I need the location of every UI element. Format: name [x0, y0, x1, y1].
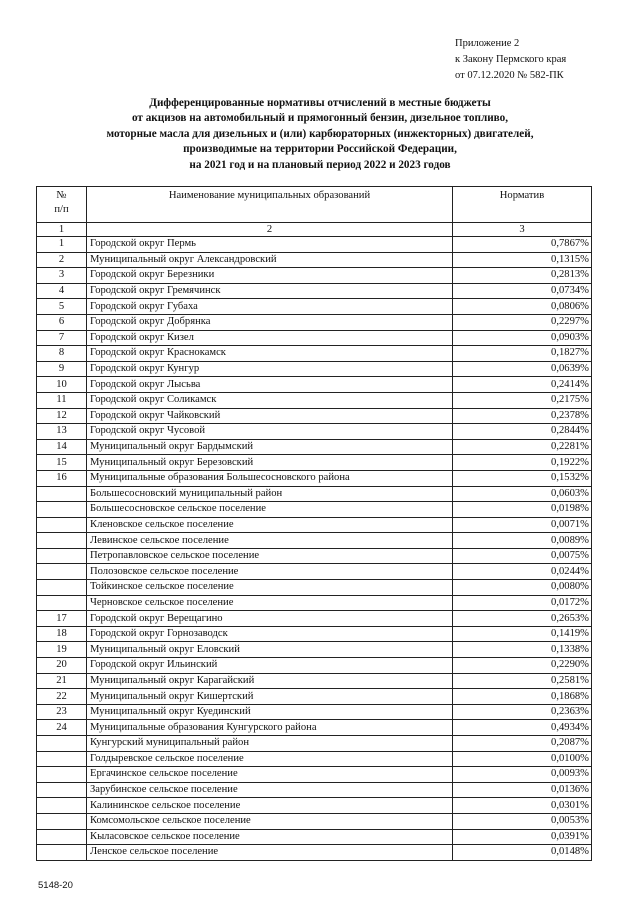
table-row [37, 813, 592, 829]
normative-value: 0,2844% [453, 424, 592, 440]
row-number [37, 548, 87, 564]
row-number: 10 [37, 377, 87, 393]
row-number [37, 736, 87, 752]
normative-value: 0,0603% [453, 486, 592, 502]
municipality-name: Городской округ Горнозаводск [87, 626, 453, 642]
municipality-name: Городской округ Кизел [87, 330, 453, 346]
row-number: 16 [37, 470, 87, 486]
table-row [37, 580, 592, 596]
document-title [40, 96, 600, 173]
table-row [37, 470, 592, 486]
normative-value: 0,0136% [453, 782, 592, 798]
title-line: Дифференцированные нормативы отчислений в местные бюджеты [149, 97, 491, 109]
municipality-name: Муниципальный округ Еловский [87, 642, 453, 658]
column-number: 1 [37, 223, 87, 237]
municipality-name: Муниципальный округ Бардымский [87, 439, 453, 455]
municipality-name: Муниципальный округ Березовский [87, 455, 453, 471]
table-row [37, 782, 592, 798]
normative-value: 0,2175% [453, 392, 592, 408]
table-row [37, 517, 592, 533]
normative-value: 0,0080% [453, 580, 592, 596]
row-number [37, 486, 87, 502]
table-row [37, 720, 592, 736]
normative-value: 0,0075% [453, 548, 592, 564]
table-row [37, 798, 592, 814]
row-number: 20 [37, 658, 87, 674]
row-number: 12 [37, 408, 87, 424]
column-number-row [37, 223, 592, 237]
municipality-name: Городской округ Верещагино [87, 611, 453, 627]
column-number: 2 [87, 223, 453, 237]
normative-value: 0,1868% [453, 689, 592, 705]
normative-value: 0,1922% [453, 455, 592, 471]
municipality-name: Большесосновское сельское поселение [87, 502, 453, 518]
row-number: 5 [37, 299, 87, 315]
row-number: 21 [37, 673, 87, 689]
row-number [37, 595, 87, 611]
table-row [37, 408, 592, 424]
normative-value: 0,0071% [453, 517, 592, 533]
municipality-name: Городской округ Губаха [87, 299, 453, 315]
municipality-name: Муниципальный округ Кишертский [87, 689, 453, 705]
table-row [37, 486, 592, 502]
title-line: моторные масла для дизельных и (или) карбюраторных (инжекторных) двигателей, [106, 127, 534, 140]
table-row [37, 673, 592, 689]
title-line: от акцизов на автомобильный и прямогонный бензин, дизельное топливо, [131, 112, 509, 125]
normative-value: 0,2297% [453, 314, 592, 330]
row-number: 9 [37, 361, 87, 377]
normative-value: 0,2414% [453, 377, 592, 393]
header-name: Наименование муниципальных образований [87, 187, 453, 223]
title-line: на 2021 год и на плановый период 2022 и 2023 годов [189, 158, 451, 171]
table-row [37, 704, 592, 720]
row-number: 2 [37, 252, 87, 268]
normative-value: 0,0806% [453, 299, 592, 315]
normative-value: 0,0301% [453, 798, 592, 814]
municipality-name: Зарубинское сельское поселение [87, 782, 453, 798]
row-number: 8 [37, 346, 87, 362]
table-row [37, 377, 592, 393]
table-row [37, 502, 592, 518]
row-number: 18 [37, 626, 87, 642]
municipality-name: Черновское сельское поселение [87, 595, 453, 611]
normative-value: 0,1532% [453, 470, 592, 486]
municipality-name: Тойкинское сельское поселение [87, 580, 453, 596]
table-row [37, 751, 592, 767]
municipality-name: Городской округ Березники [87, 268, 453, 284]
table-row [37, 642, 592, 658]
municipality-name: Городской округ Гремячинск [87, 283, 453, 299]
title-line: производимые на территории Российской Федерации, [183, 143, 457, 156]
table-row [37, 455, 592, 471]
municipality-name: Городской округ Чайковский [87, 408, 453, 424]
row-number: 3 [37, 268, 87, 284]
table-row [37, 392, 592, 408]
municipality-name: Кыласовское сельское поселение [87, 829, 453, 845]
table-row [37, 595, 592, 611]
normative-value: 0,0053% [453, 813, 592, 829]
municipality-name: Городской округ Пермь [87, 237, 453, 253]
municipality-name: Кленовское сельское поселение [87, 517, 453, 533]
municipality-name: Муниципальные образования Большесосновского района [87, 470, 453, 486]
normative-value: 0,1419% [453, 626, 592, 642]
row-number [37, 580, 87, 596]
normative-value: 0,0244% [453, 564, 592, 580]
table-row [37, 314, 592, 330]
normative-value: 0,2813% [453, 268, 592, 284]
normative-value: 0,4934% [453, 720, 592, 736]
header-norm: Норматив [453, 187, 592, 223]
appendix-line: от 07.12.2020 № 582-ПК [455, 70, 564, 81]
row-number: 17 [37, 611, 87, 627]
row-number: 22 [37, 689, 87, 705]
table-row [37, 689, 592, 705]
table-row [37, 767, 592, 783]
row-number: 15 [37, 455, 87, 471]
municipality-name: Кунгурский муниципальный район [87, 736, 453, 752]
appendix-note [455, 36, 566, 84]
normative-value: 0,1338% [453, 642, 592, 658]
normative-value: 0,0172% [453, 595, 592, 611]
table-row [37, 330, 592, 346]
table-row [37, 829, 592, 845]
municipality-name: Городской округ Кунгур [87, 361, 453, 377]
table-row [37, 346, 592, 362]
municipality-name: Комсомольское сельское поселение [87, 813, 453, 829]
normative-value: 0,2290% [453, 658, 592, 674]
row-number [37, 564, 87, 580]
table-row [37, 736, 592, 752]
table-row [37, 611, 592, 627]
table-row [37, 439, 592, 455]
municipality-name: Городской округ Чусовой [87, 424, 453, 440]
municipality-name: Ергачинское сельское поселение [87, 767, 453, 783]
normative-value: 0,0089% [453, 533, 592, 549]
municipality-name: Городской округ Лысьва [87, 377, 453, 393]
table-row [37, 658, 592, 674]
municipality-name: Муниципальный округ Куединский [87, 704, 453, 720]
municipality-name: Полозовское сельское поселение [87, 564, 453, 580]
table-row [37, 252, 592, 268]
table-row [37, 564, 592, 580]
municipality-name: Городской округ Соликамск [87, 392, 453, 408]
municipality-name: Городской округ Краснокамск [87, 346, 453, 362]
row-number [37, 502, 87, 518]
appendix-line: Приложение 2 [455, 38, 520, 49]
normative-value: 0,0391% [453, 829, 592, 845]
row-number: 14 [37, 439, 87, 455]
row-number [37, 829, 87, 845]
normative-value: 0,0100% [453, 751, 592, 767]
appendix-line: к Закону Пермского края [455, 54, 567, 65]
row-number: 1 [37, 237, 87, 253]
table-row [37, 299, 592, 315]
normative-value: 0,1315% [453, 252, 592, 268]
normative-value: 0,0093% [453, 767, 592, 783]
normative-value: 0,2653% [453, 611, 592, 627]
normative-value: 0,2581% [453, 673, 592, 689]
row-number: 4 [37, 283, 87, 299]
municipality-name: Петропавловское сельское поселение [87, 548, 453, 564]
normative-value: 0,2087% [453, 736, 592, 752]
row-number [37, 533, 87, 549]
row-number [37, 798, 87, 814]
municipality-name: Большесосновский муниципальный район [87, 486, 453, 502]
row-number [37, 813, 87, 829]
normative-value: 0,1827% [453, 346, 592, 362]
row-number: 23 [37, 704, 87, 720]
municipality-name: Городской округ Ильинский [87, 658, 453, 674]
row-number: 11 [37, 392, 87, 408]
table-row [37, 548, 592, 564]
municipality-name: Муниципальный округ Карагайский [87, 673, 453, 689]
row-number: 6 [37, 314, 87, 330]
municipality-name: Левинское сельское поселение [87, 533, 453, 549]
table-row [37, 845, 592, 861]
table-row [37, 237, 592, 253]
normative-value: 0,0148% [453, 845, 592, 861]
table-row [37, 533, 592, 549]
table-row [37, 283, 592, 299]
row-number [37, 845, 87, 861]
normative-value: 0,2378% [453, 408, 592, 424]
normative-value: 0,2281% [453, 439, 592, 455]
normative-value: 0,7867% [453, 237, 592, 253]
row-number [37, 751, 87, 767]
table-row [37, 361, 592, 377]
normatives-table [36, 186, 592, 861]
municipality-name: Калининское сельское поселение [87, 798, 453, 814]
footer-code: 5148-20 [38, 880, 73, 891]
row-number: 19 [37, 642, 87, 658]
normative-value: 0,0198% [453, 502, 592, 518]
municipality-name: Голдыревское сельское поселение [87, 751, 453, 767]
table-header-row [37, 187, 592, 223]
row-number [37, 782, 87, 798]
row-number [37, 767, 87, 783]
normative-value: 0,0903% [453, 330, 592, 346]
municipality-name: Ленское сельское поселение [87, 845, 453, 861]
row-number: 24 [37, 720, 87, 736]
table-row [37, 424, 592, 440]
row-number [37, 517, 87, 533]
table-row [37, 626, 592, 642]
row-number: 13 [37, 424, 87, 440]
table-row [37, 268, 592, 284]
municipality-name: Городской округ Добрянка [87, 314, 453, 330]
normative-value: 0,0639% [453, 361, 592, 377]
normative-value: 0,0734% [453, 283, 592, 299]
normative-value: 0,2363% [453, 704, 592, 720]
header-num: № п/п [37, 187, 87, 223]
municipality-name: Муниципальный округ Александровский [87, 252, 453, 268]
row-number: 7 [37, 330, 87, 346]
column-number: 3 [453, 223, 592, 237]
municipality-name: Муниципальные образования Кунгурского района [87, 720, 453, 736]
